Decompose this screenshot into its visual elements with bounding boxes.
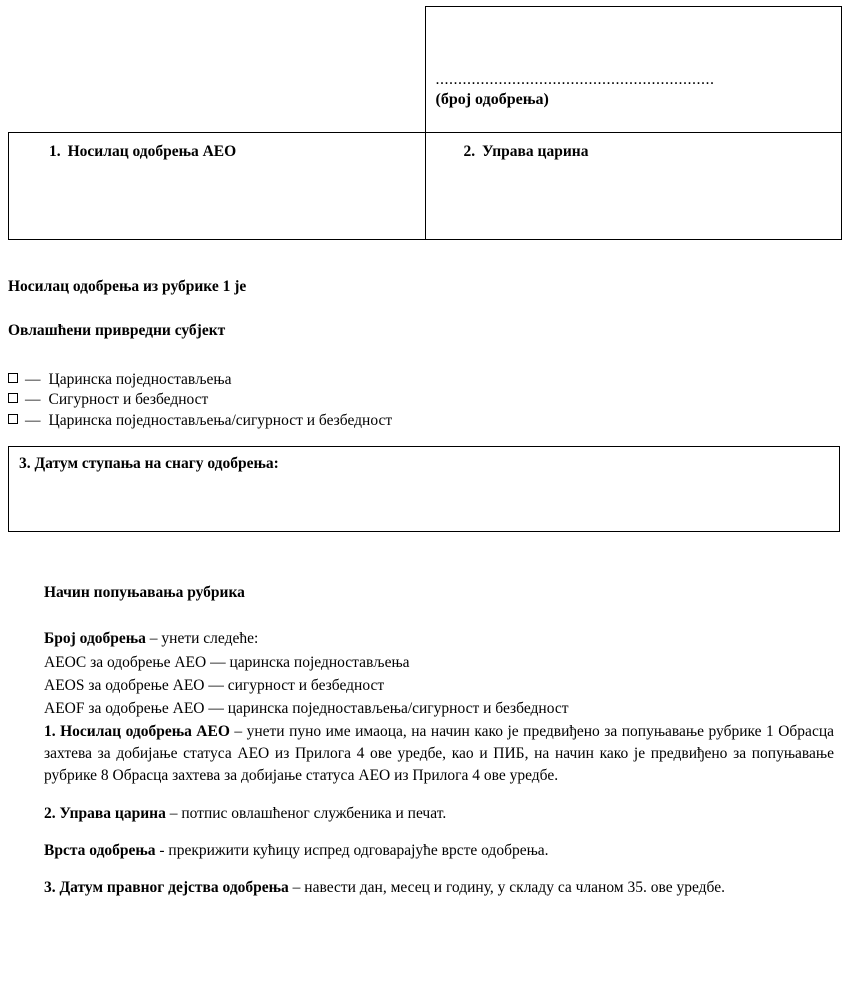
approval-number-label: (број одобрења) — [435, 90, 549, 108]
dash-glyph: — — [25, 371, 41, 388]
aeo-holder-cell — [9, 133, 426, 240]
checkbox-icon[interactable] — [8, 373, 18, 383]
table-row — [9, 7, 842, 133]
authorized-operator-line: Овлашћени привредни субјект — [8, 322, 226, 339]
instruction-item-2 — [44, 803, 834, 825]
approval-type-checklist — [8, 370, 842, 431]
approval-number-cell — [425, 7, 842, 133]
list-item[interactable] — [8, 390, 842, 410]
aeo-holder-label: Носилац одобрења АЕО — [67, 143, 237, 160]
aeo-holder-title — [19, 143, 415, 161]
empty-cell — [9, 7, 426, 133]
code-line: АЕОF за одобрење АЕО — царинска поједностављења/сигурност и безбедност — [44, 700, 569, 717]
approval-number-instruction — [44, 628, 834, 650]
dash-glyph: — — [25, 411, 41, 429]
code-line: АЕОC за одобрење АЕО — царинска поједностављења — [44, 654, 410, 671]
list-item[interactable] — [8, 411, 842, 431]
list-item[interactable] — [8, 370, 842, 390]
instruction-item-3 — [44, 840, 834, 862]
aeo-holder-number: 1. — [49, 143, 61, 160]
holder-statement-section — [8, 278, 842, 431]
customs-label: Управа царина — [482, 143, 589, 160]
instructions-section — [44, 584, 834, 914]
approval-number-instruction-text: – унети следеће: — [145, 630, 259, 647]
instruction-item-3-title: Врста одобрења — [44, 842, 156, 859]
instruction-item-1-title: 1. Носилац одобрења АЕО — [44, 723, 230, 740]
instruction-item-2-title: 2. Управа царина — [44, 805, 166, 822]
checkbox-label: Царинска поједностављења — [48, 371, 232, 388]
code-line: АЕОS за одобрење АЕО — сигурност и безбедност — [44, 677, 385, 694]
instruction-item-2-text: – потпис овлашћеног службеника и печат. — [165, 805, 447, 822]
table-row — [9, 133, 842, 240]
holder-statement-line: Носилац одобрења из рубрике 1 је — [8, 278, 247, 295]
customs-administration-cell — [425, 133, 842, 240]
customs-number: 2. — [463, 143, 476, 160]
instruction-item-4-title: 3. Датум правног дејства одобрења — [44, 879, 289, 896]
instruction-item-3-text: - прекрижити кућицу испред одговарајуће врсте одобрења. — [155, 842, 549, 859]
checkbox-icon[interactable] — [8, 414, 18, 424]
instruction-item-4-text: – навести дан, месец и годину, у складу са чланом 35. ове уредбе. — [288, 879, 725, 896]
approval-header-table — [8, 6, 842, 240]
instruction-item-1-text: – унети пуно име имаоца, на начин како је предвиђено за попуњавање рубрике 1 Обрасца захтева за добијање статуса АЕО из Прилога 4 ове уредбе, као и ПИБ, на начин како је предвиђено за попуњавање рубрике 8 Обрасца захтева за добијање статуса АЕО из Прилога 4 ове уредбе. — [44, 723, 834, 784]
effective-date-box — [8, 446, 840, 532]
checkbox-label: Сигурност и безбедност — [48, 391, 209, 409]
customs-administration-title — [436, 143, 832, 161]
dash-glyph: — — [25, 391, 41, 409]
effective-date-label: 3. Датум ступања на снагу одобрења: — [19, 455, 279, 472]
checkbox-icon[interactable] — [8, 393, 18, 403]
checkbox-label: Царинска поједностављења/сигурност и безбедност — [48, 411, 393, 429]
instruction-item-4 — [44, 877, 834, 899]
approval-number-dots: .............................................................. — [435, 71, 715, 88]
instructions-heading: Начин попуњавања рубрика — [44, 584, 245, 601]
instruction-item-1 — [44, 721, 834, 787]
approval-number-instruction-title: Број одобрења — [44, 630, 146, 647]
